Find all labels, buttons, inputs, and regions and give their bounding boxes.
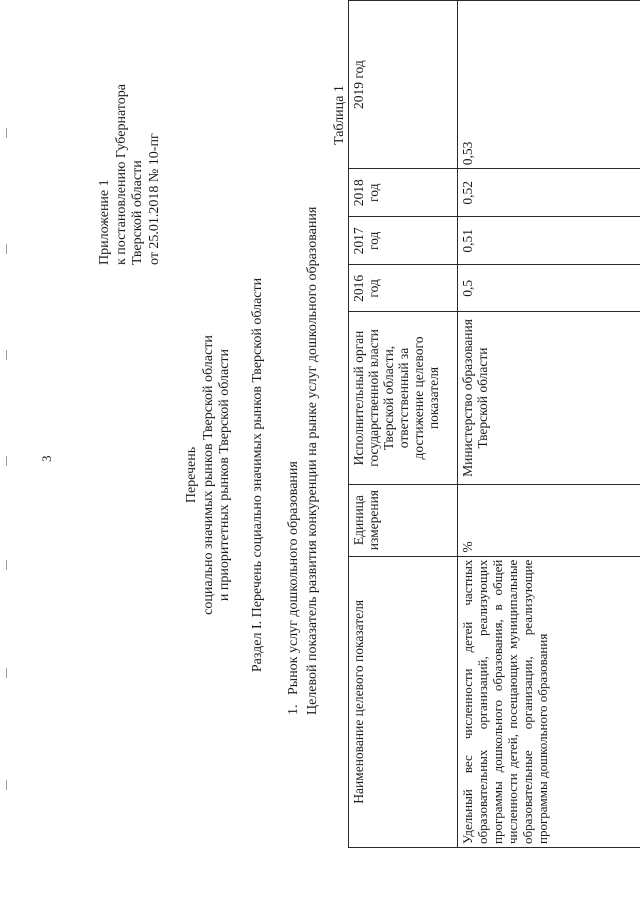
appendix-block bbox=[97, 84, 163, 265]
header-year-2017: 2017 год bbox=[349, 217, 458, 265]
market-number: 1. bbox=[286, 704, 301, 715]
header-year-2019: 2019 год bbox=[349, 1, 458, 169]
unit-cell: % bbox=[458, 484, 640, 556]
value-2017-cell: 0,51 bbox=[458, 217, 640, 265]
header-unit: Единица измерения bbox=[349, 484, 458, 556]
appendix-line: Тверской области bbox=[130, 160, 145, 265]
header-indicator-name: Наименование целевого показателя bbox=[349, 556, 458, 847]
indicator-name-cell: Удельный вес численности детей частных образовательных организаций, реализующих программы дошкольного образования, в общей численности детей, посещающих муниципальные образовательные организации, реализующие программы дошкольного образования bbox=[458, 556, 640, 847]
value-2016-cell: 0,5 bbox=[458, 265, 640, 312]
header-responsible-authority: Исполнительный орган государственной власти Тверской области, ответственный за достижение целевого показателя bbox=[349, 312, 458, 484]
title-line: и приоритетных рынков Тверской области bbox=[217, 348, 232, 602]
appendix-line: Приложение 1 bbox=[97, 179, 112, 265]
document-title bbox=[184, 245, 234, 705]
market-heading bbox=[286, 461, 302, 715]
indicator-caption: Целевой показатель развития конкуренции на рынке услуг дошкольного образования bbox=[305, 206, 320, 715]
appendix-line: к постановлению Губернатора bbox=[113, 84, 129, 265]
market-name: Рынок услуг дошкольного образования bbox=[286, 461, 301, 695]
indicators-table bbox=[348, 0, 640, 848]
title-line: Перечень bbox=[184, 446, 199, 504]
table-header-row bbox=[349, 1, 458, 848]
header-year-2016: 2016 год bbox=[349, 265, 458, 312]
responsible-authority-cell: Министерство образования Тверской области bbox=[458, 312, 640, 484]
value-2018-cell: 0,52 bbox=[458, 169, 640, 217]
section-heading: Раздел I. Перечень социально значимых рынков Тверской области bbox=[250, 277, 265, 673]
appendix-line: от 25.01.2018 № 10-пг bbox=[146, 133, 162, 265]
table-row bbox=[458, 1, 640, 848]
table-label: Таблица 1 bbox=[332, 85, 347, 145]
header-year-2018: 2018 год bbox=[349, 169, 458, 217]
title-line: социально значимых рынков Тверской области bbox=[200, 335, 216, 615]
page-number: 3 bbox=[39, 455, 54, 462]
value-2019-cell: 0,53 bbox=[458, 1, 640, 169]
